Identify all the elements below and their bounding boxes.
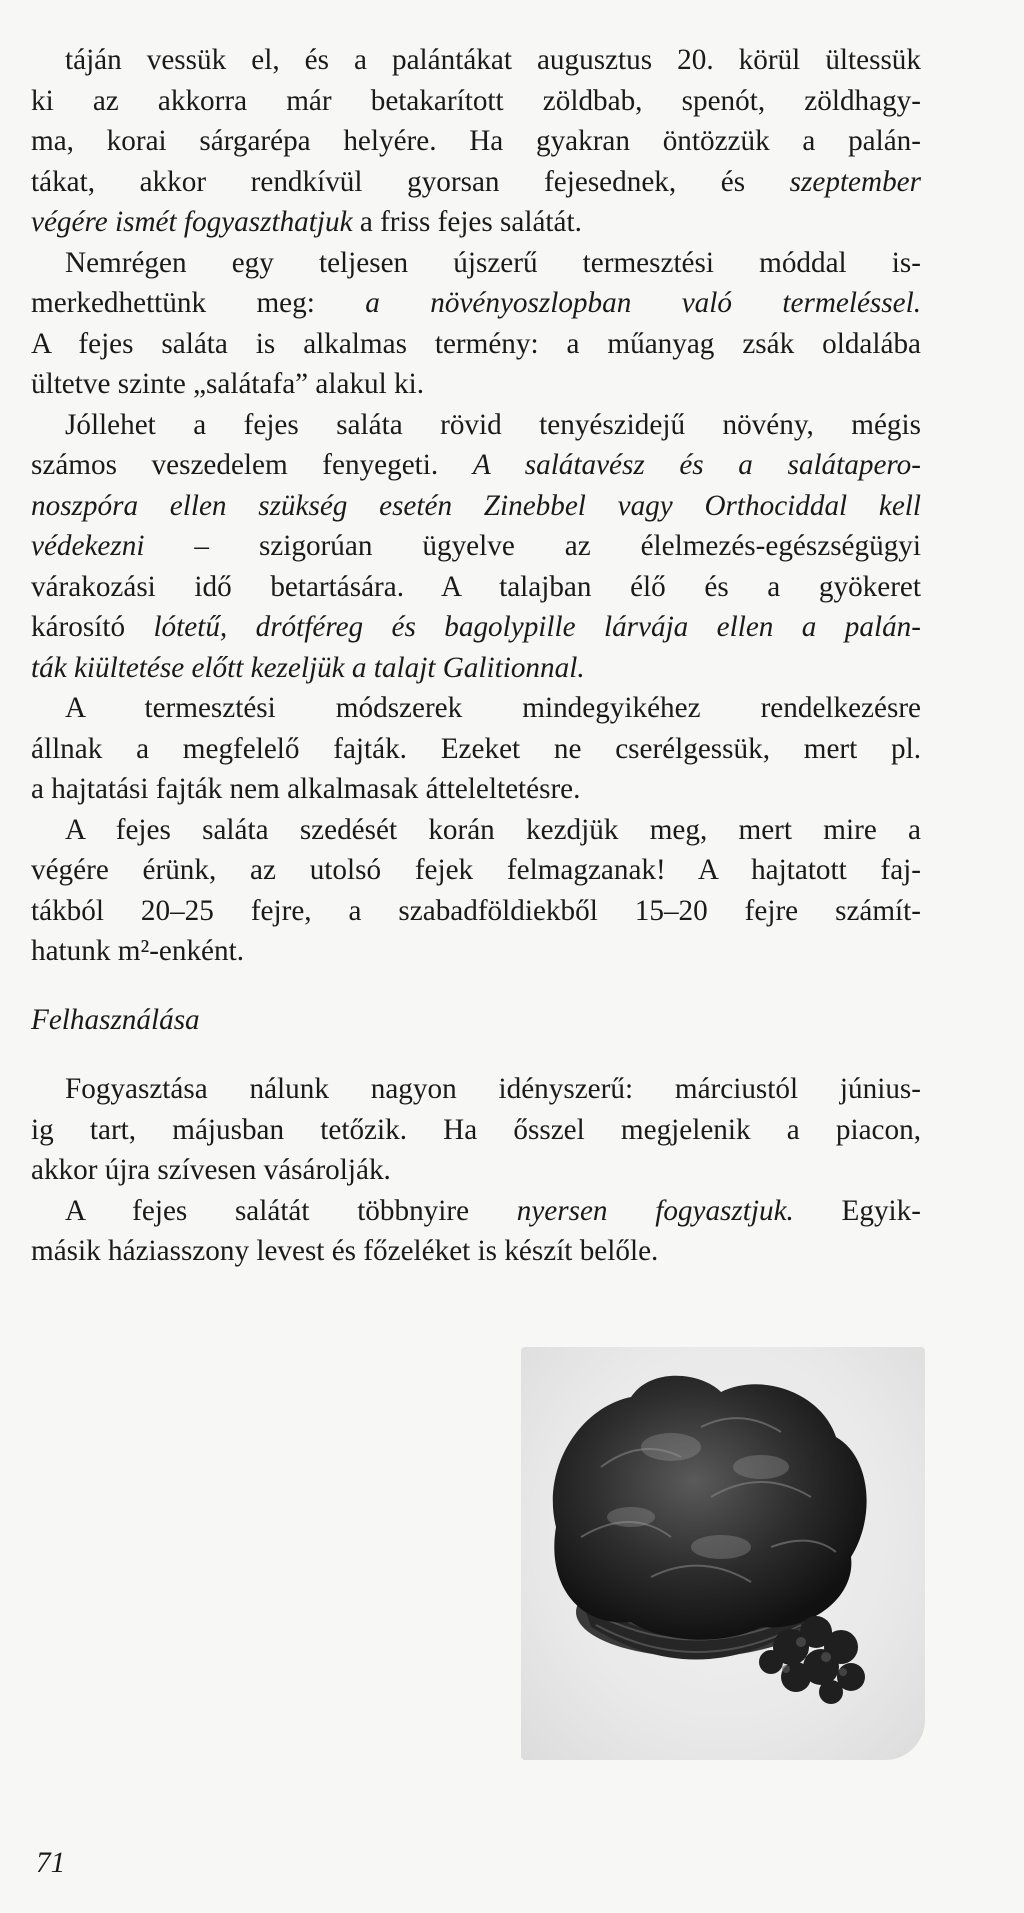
main-text-block bbox=[31, 40, 921, 972]
text-line bbox=[31, 162, 921, 203]
italic-run: a növényoszlopban való termeléssel. bbox=[365, 287, 921, 319]
text-line bbox=[31, 567, 921, 608]
text-line bbox=[31, 405, 921, 446]
text-line bbox=[31, 1069, 921, 1110]
text-run: A fejes saláta szedését korán kezdjük meg, mert mire a bbox=[65, 813, 921, 846]
text-line bbox=[31, 486, 921, 527]
text-run: merkedhettünk meg: bbox=[31, 287, 366, 319]
text-line bbox=[31, 283, 921, 324]
text-line bbox=[31, 891, 921, 932]
text-run: várakozási idő betartására. A talajban élő és a gyökeret bbox=[31, 570, 921, 603]
section-heading: Felhasználása bbox=[31, 1004, 200, 1036]
text-line bbox=[31, 121, 921, 162]
italic-run: noszpóra ellen szükség esetén Zinebbel vagy Orthociddal kell bbox=[31, 489, 921, 522]
text-line bbox=[31, 850, 921, 891]
lettuce-photo bbox=[521, 1347, 925, 1760]
italic-run: szeptember bbox=[789, 165, 921, 198]
text-run: ültetve szinte „salátafa” alakul ki. bbox=[31, 368, 425, 400]
text-line bbox=[31, 769, 921, 810]
text-line bbox=[31, 810, 921, 851]
text-line bbox=[31, 202, 921, 243]
text-run: ig tart, májusban tetőzik. Ha ősszel megjelenik a piacon, bbox=[31, 1113, 921, 1146]
text-line bbox=[31, 445, 921, 486]
text-line bbox=[31, 1231, 921, 1272]
text-run: számos veszedelem fenyegeti. bbox=[31, 449, 473, 481]
text-line bbox=[31, 1191, 921, 1232]
text-line bbox=[31, 324, 921, 365]
text-run: tákat, akkor rendkívül gyorsan fejesednek, és bbox=[31, 165, 790, 198]
italic-run: védekezni bbox=[31, 530, 145, 562]
text-run: hatunk m²-enként. bbox=[31, 935, 245, 967]
italic-run: nyersen fogyasztjuk. bbox=[516, 1194, 794, 1227]
text-line bbox=[31, 81, 921, 122]
text-run: végére érünk, az utolsó fejek felmagzanak! A hajtatott faj- bbox=[31, 854, 921, 886]
italic-run: A salátavész és a salátapero- bbox=[472, 449, 921, 481]
text-run: A fejes saláta is alkalmas termény: a műanyag zsák oldalába bbox=[31, 327, 921, 360]
text-line bbox=[31, 1150, 921, 1191]
italic-run: lótetű, drótféreg és bagolypille lárvája ellen a palán- bbox=[153, 611, 921, 643]
text-run: károsító bbox=[31, 611, 154, 643]
text-line bbox=[31, 607, 921, 648]
text-run: – szigorúan ügyelve az élelmezés-egészségügyi bbox=[144, 530, 921, 562]
text-line bbox=[31, 243, 921, 284]
italic-run: végére ismét fogyaszthatjuk bbox=[31, 206, 353, 238]
text-run: Fogyasztása nálunk nagyon idényszerű: márciustól június- bbox=[65, 1073, 921, 1105]
italic-run: ták kiültetése előtt kezeljük a talajt Galitionnal. bbox=[31, 651, 585, 684]
text-line bbox=[31, 1110, 921, 1151]
text-run: Egyik- bbox=[793, 1194, 921, 1227]
page-number: 71 bbox=[36, 1847, 66, 1879]
text-line bbox=[31, 729, 921, 770]
text-line bbox=[31, 648, 921, 689]
text-run: a friss fejes salátát. bbox=[352, 206, 582, 238]
text-line bbox=[31, 526, 921, 567]
text-line bbox=[31, 364, 921, 405]
text-run: tákból 20–25 fejre, a szabadföldiekből 15–20 fejre számít- bbox=[31, 894, 921, 927]
text-line bbox=[31, 688, 921, 729]
text-run: Jóllehet a fejes saláta rövid tenyészidejű növény, mégis bbox=[65, 408, 921, 441]
text-run: A termesztési módszerek mindegyikéhez rendelkezésre bbox=[65, 692, 921, 724]
text-run: ma, korai sárgarépa helyére. Ha gyakran öntözzük a palán- bbox=[31, 125, 921, 157]
text-run: táján vessük el, és a palántákat augusztus 20. körül ültessük bbox=[65, 44, 921, 76]
text-line bbox=[31, 40, 921, 81]
text-line bbox=[31, 931, 921, 972]
text-run: A fejes salátát többnyire bbox=[65, 1194, 517, 1227]
usage-text-block bbox=[31, 1069, 921, 1272]
text-run: akkor újra szívesen vásárolják. bbox=[31, 1154, 391, 1186]
text-run: a hajtatási fajták nem alkalmasak átteleltetésre. bbox=[31, 773, 581, 805]
text-run: ki az akkorra már betakarított zöldbab, spenót, zöldhagy- bbox=[31, 84, 921, 117]
text-run: állnak a megfelelő fajták. Ezeket ne cserélgessük, mert pl. bbox=[31, 732, 921, 765]
text-run: másik háziasszony levest és főzeléket is készít belőle. bbox=[31, 1235, 659, 1267]
text-run: Nemrégen egy teljesen újszerű termesztési móddal is- bbox=[65, 246, 921, 279]
